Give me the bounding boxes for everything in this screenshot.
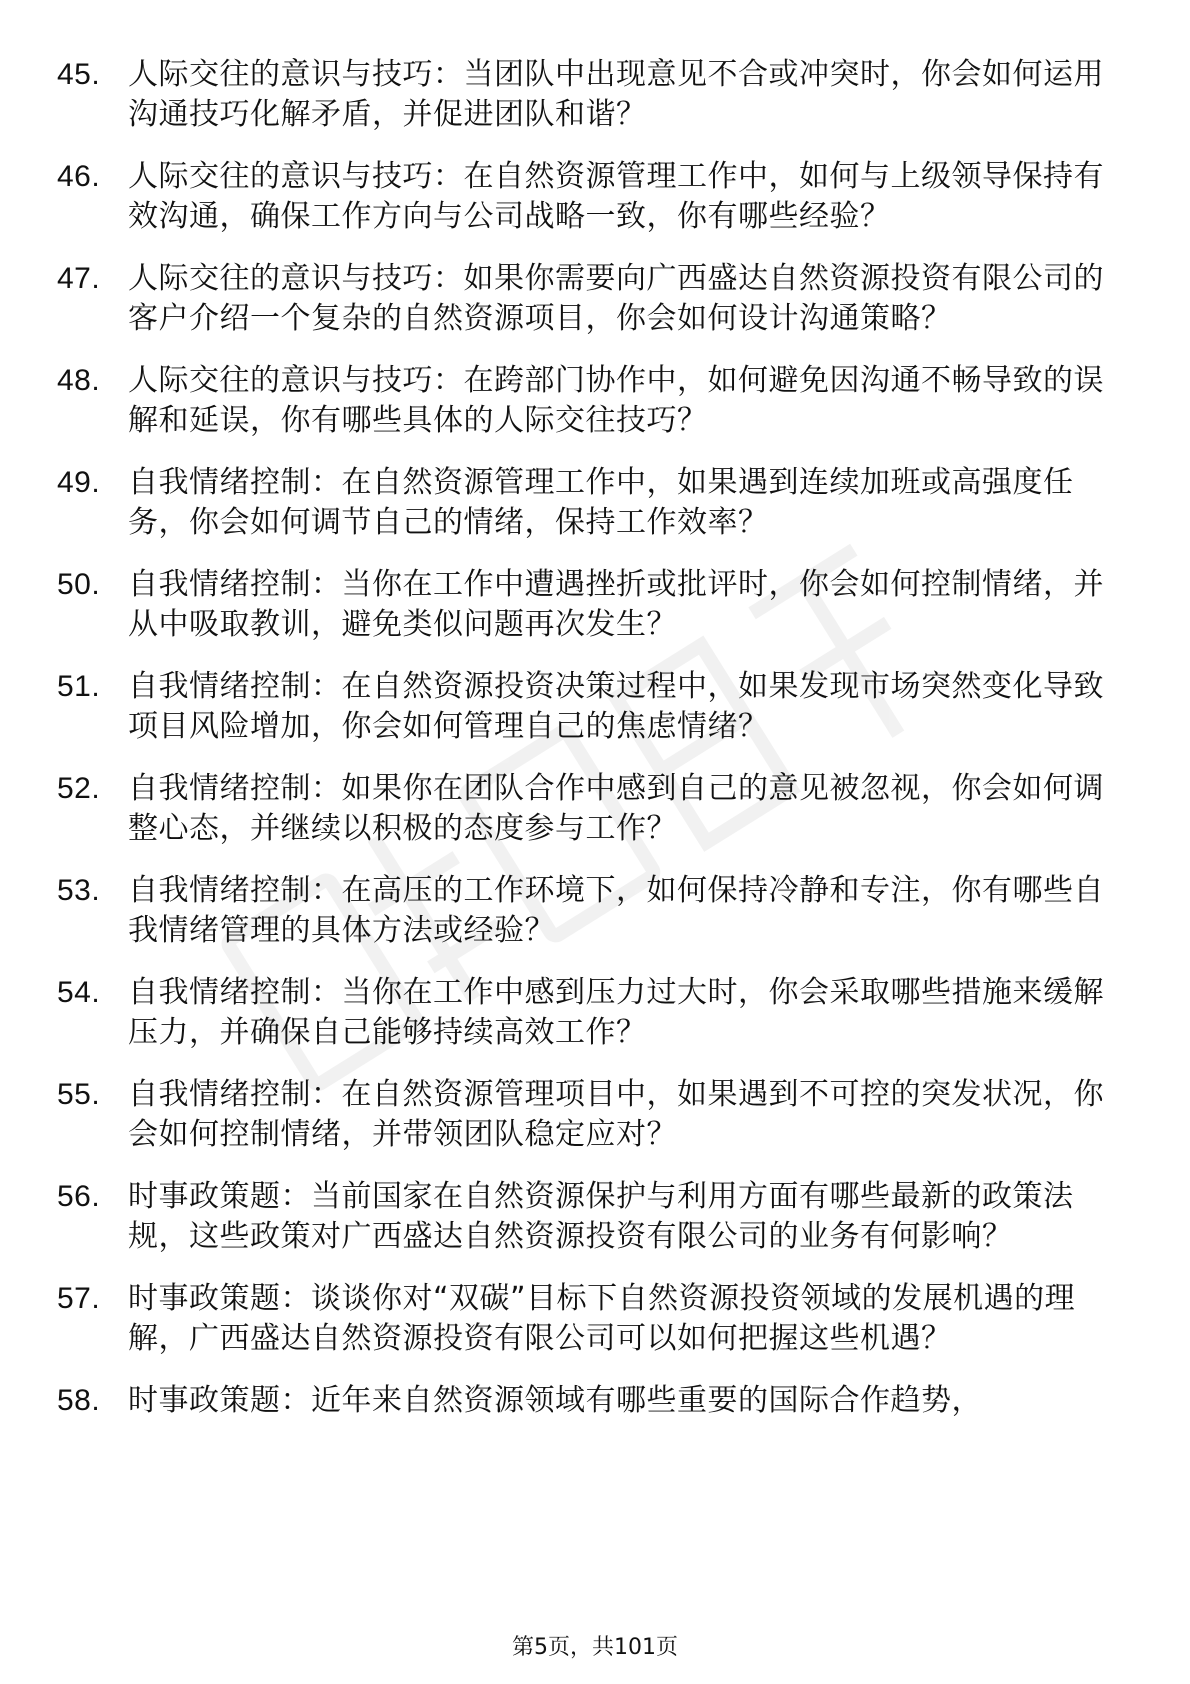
question-number: 55. (57, 1078, 101, 1111)
page-number-label: 第5页，共101页 (512, 1635, 678, 1660)
question-text: 自我情绪控制：当你在工作中遭遇挫折或批评时，你会如何控制情绪，并从中吸取教训，避免类似问题再次发生？ (128, 567, 1104, 642)
question-number: 45. (57, 58, 101, 91)
question-item (0, 1177, 1190, 1257)
question-list (0, 55, 1190, 1443)
question-number: 47. (57, 262, 101, 295)
question-item (0, 667, 1190, 747)
question-text: 自我情绪控制：当你在工作中感到压力过大时，你会采取哪些措施来缓解压力，并确保自己能够持续高效工作？ (128, 975, 1104, 1050)
question-item (0, 1381, 1190, 1421)
page-footer (0, 1633, 1190, 1663)
question-number: 52. (57, 772, 101, 805)
question-text: 自我情绪控制：在自然资源投资决策过程中，如果发现市场突然变化导致项目风险增加，你会如何管理自己的焦虑情绪？ (128, 669, 1104, 744)
question-number: 46. (57, 160, 101, 193)
question-text: 时事政策题：谈谈你对“双碳”目标下自然资源投资领域的发展机遇的理解，广西盛达自然资源投资有限公司可以如何把握这些机遇？ (128, 1281, 1076, 1356)
question-text: 时事政策题：近年来自然资源领域有哪些重要的国际合作趋势， (128, 1383, 982, 1418)
question-number: 56. (57, 1180, 101, 1213)
question-item (0, 769, 1190, 849)
question-item (0, 565, 1190, 645)
question-number: 48. (57, 364, 101, 397)
question-text: 人际交往的意识与技巧：当团队中出现意见不合或冲突时，你会如何运用沟通技巧化解矛盾，并促进团队和谐？ (128, 57, 1104, 132)
question-text: 人际交往的意识与技巧：在自然资源管理工作中，如何与上级领导保持有效沟通，确保工作方向与公司战略一致，你有哪些经验？ (128, 159, 1104, 234)
question-item (0, 55, 1190, 135)
question-text: 自我情绪控制：如果你在团队合作中感到自己的意见被忽视，你会如何调整心态，并继续以积极的态度参与工作？ (128, 771, 1104, 846)
question-item (0, 157, 1190, 237)
question-text: 自我情绪控制：在高压的工作环境下，如何保持冷静和专注，你有哪些自我情绪管理的具体方法或经验？ (128, 873, 1104, 948)
question-number: 57. (57, 1282, 101, 1315)
question-item (0, 973, 1190, 1053)
question-item (0, 259, 1190, 339)
question-number: 50. (57, 568, 101, 601)
question-item (0, 1279, 1190, 1359)
question-text: 时事政策题：当前国家在自然资源保护与利用方面有哪些最新的政策法规，这些政策对广西盛达自然资源投资有限公司的业务有何影响？ (128, 1179, 1074, 1254)
question-text: 人际交往的意识与技巧：在跨部门协作中，如何避免因沟通不畅导致的误解和延误，你有哪些具体的人际交往技巧？ (128, 363, 1104, 438)
question-item (0, 871, 1190, 951)
question-item (0, 1075, 1190, 1155)
question-number: 53. (57, 874, 101, 907)
question-number: 58. (57, 1384, 101, 1417)
question-number: 54. (57, 976, 101, 1009)
question-number: 51. (57, 670, 101, 703)
question-text: 人际交往的意识与技巧：如果你需要向广西盛达自然资源投资有限公司的客户介绍一个复杂的自然资源项目，你会如何设计沟通策略？ (128, 261, 1104, 336)
question-item (0, 463, 1190, 543)
question-text: 自我情绪控制：在自然资源管理工作中，如果遇到连续加班或高强度任务，你会如何调节自己的情绪，保持工作效率？ (128, 465, 1074, 540)
question-text: 自我情绪控制：在自然资源管理项目中，如果遇到不可控的突发状况，你会如何控制情绪，并带领团队稳定应对？ (128, 1077, 1104, 1152)
question-number: 49. (57, 466, 101, 499)
question-item (0, 361, 1190, 441)
